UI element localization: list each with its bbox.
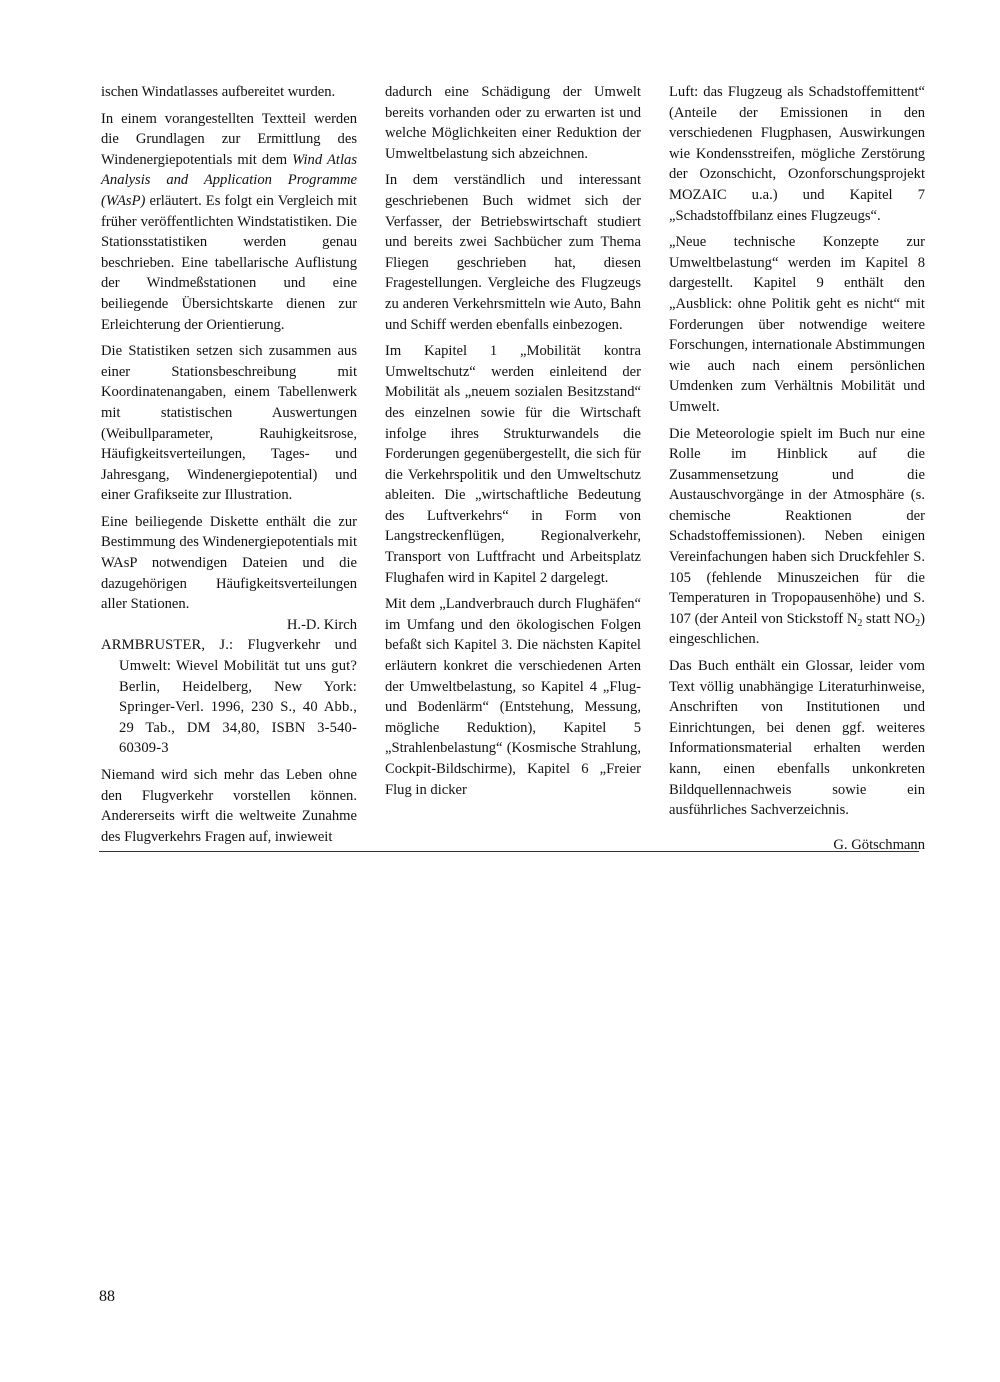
paragraph: Eine beiliegende Diskette enthält die zur Bestimmung des Windenergiepotentials mit WAsP notwendigen Dateien und die dazugehörigen Häufigkeitsverteilungen aller Stationen. H.-D. Kirch bbox=[101, 512, 357, 636]
reviewer-signature: H.-D. Kirch bbox=[286, 616, 357, 633]
paragraph: In einem vorangestellten Textteil werden die Grundlagen zur Ermittlung des Windenergiepotentials mit dem Wind Atlas Analysis and Application Programme (WAsP) erläutert. Es folgt ein Vergleich mit früher veröffentlichten Windstatistiken. Die Stationsstatistiken werden genau beschrieben. Eine tabellarische Auflistung der Windmeßstationen und eine beiliegende Übersichtskarte dienen zur Erleichterung der Orientierung. bbox=[101, 110, 357, 333]
paragraph: Das Buch enthält ein Glossar, leider vom Text völlig unabhängige Literaturhinweise, Anschriften von Institutionen und Einrichtungen, bei denen ggf. weiteres Informationsmaterial erhalten werden kann, einen ebenfalls unkonkreten Bildquellennachweis sowie ein ausführliches Sachverzeichnis. bbox=[669, 658, 925, 819]
italic-title: Wind Atlas Analysis and Application Programme (WAsP) bbox=[101, 151, 357, 209]
paragraph: Im Kapitel 1 „Mobilität kontra Umweltschutz“ werden einleitend der Mobilität als „neuem sozialen Besitzstand“ des einzelnen sowie für die Wirtschaft infolge ihres Strukturwandels die Forderungen gegenübergestellt, die sich für die Verkehrspolitik und den Umweltschutz ableiten. Die „wirtschaftliche Bedeutung des Luftverkehrs“ in Form von Langstreckenflügen, Regionalverkehr, Transport von Luftfracht und Arbeitsplatz Flughafen wird in Kapitel 2 dargelegt. bbox=[385, 343, 641, 586]
paragraph: „Neue technische Konzepte zur Umweltbelastung“ werden im Kapitel 8 dargestellt. Kapitel 9 enthält den „Ausblick: ohne Politik geht es nicht“ mit Forderungen über notwendige weitere Forschungen, internationale Abstimmungen wie auch nach einem persönlichen Umdenken zum Verhältnis Mobilität und Umwelt. bbox=[669, 234, 925, 415]
review-heading: ARMBRUSTER, J.: Flugverkehr und Umwelt: Wievel Mobilität tut uns gut? Berlin, Heidelberg, New York: Springer-Verl. 1996, 230 S., 40 Abb., 29 Tab., DM 34,80, ISBN 3-540-60309-3 bbox=[101, 637, 357, 757]
reviewer-signature: G. Götschmann bbox=[833, 836, 925, 853]
paragraph: Die Meteorologie spielt im Buch nur eine Rolle im Hinblick auf die Zusammensetzung und die Austauschvorgänge in der Atmosphäre (s. chemische Reaktionen der Schadstoffemissionen). Neben einigen Vereinfachungen haben sich Druckfehler S. 105 (fehlende Minuszeichen für die Temperaturen in Tropopausenhöhe) und S. 107 (der Anteil von Stickstoff $N_2$ statt $NO_2$) eingeschlichen. bbox=[669, 425, 926, 648]
text-column-3 bbox=[669, 82, 925, 861]
paragraph: ischen Windatlasses aufbereitet wurden. bbox=[101, 84, 336, 100]
paragraph: In dem verständlich und interessant geschriebenen Buch widmet sich der Verfasser, der Betriebswirtschaft studiert und bereits zwei Sachbücher zum Thema Fliegen geschrieben hat, diesen Fragestellungen. Vergleiche des Flugzeugs zu anderen Verkehrsmitteln wie Auto, Bahn und Schiff werden ebenfalls einbezogen. bbox=[385, 172, 641, 333]
paragraph: Luft: das Flugzeug als Schadstoffemittent“ (Anteile der Emissionen in den verschiedenen Flugphasen, Auswirkungen wie Kondensstreifen, mögliche Zerstörung der Ozonschicht, Ozonforschungsprojekt MOZAIC u.a.) und Kapitel 7 „Schadstoffbilanz eines Flugzeugs“. bbox=[669, 84, 925, 224]
text-column-2 bbox=[385, 82, 641, 806]
paragraph: dadurch eine Schädigung der Umwelt bereits vorhanden oder zu erwarten ist und welche Möglichkeiten einer Reduktion der Umweltbelastung sich abzeichnen. bbox=[385, 84, 641, 162]
page-number: 88 bbox=[99, 1288, 115, 1305]
paragraph: Niemand wird sich mehr das Leben ohne den Flugverkehr vorstellen können. Andererseits wirft die weltweite Zunahme des Flugverkehrs Fragen auf, inwieweit bbox=[101, 767, 357, 845]
paragraph: Die Statistiken setzen sich zusammen aus einer Stationsbeschreibung mit Koordinatenangaben, einem Tabellenwerk mit statistischen Auswertungen (Weibullparameter, Rauhigkeitsrose, Häufigkeitsverteilungen, Tages- und Jahresgang, Windenergiepotential) und einer Grafikseite zur Illustration. bbox=[101, 343, 357, 504]
paragraph: Mit dem „Landverbrauch durch Flughäfen“ im Umfang und den ökologischen Folgen befaßt sich Kapitel 3. Die nächsten Kapitel erläutern konkret die verschiedenen Arten der Umweltbelastung, so Kapitel 4 „Flug- und Bodenlärm“ (Entstehung, Messung, mögliche Reduktion), Kapitel 5 „Strahlenbelastung“ (Kosmische Strahlung, Cockpit-Bildschirme), Kapitel 6 „Freier Flug in dicker bbox=[385, 596, 641, 798]
section-divider bbox=[99, 851, 919, 852]
text-column-1 bbox=[101, 82, 357, 853]
